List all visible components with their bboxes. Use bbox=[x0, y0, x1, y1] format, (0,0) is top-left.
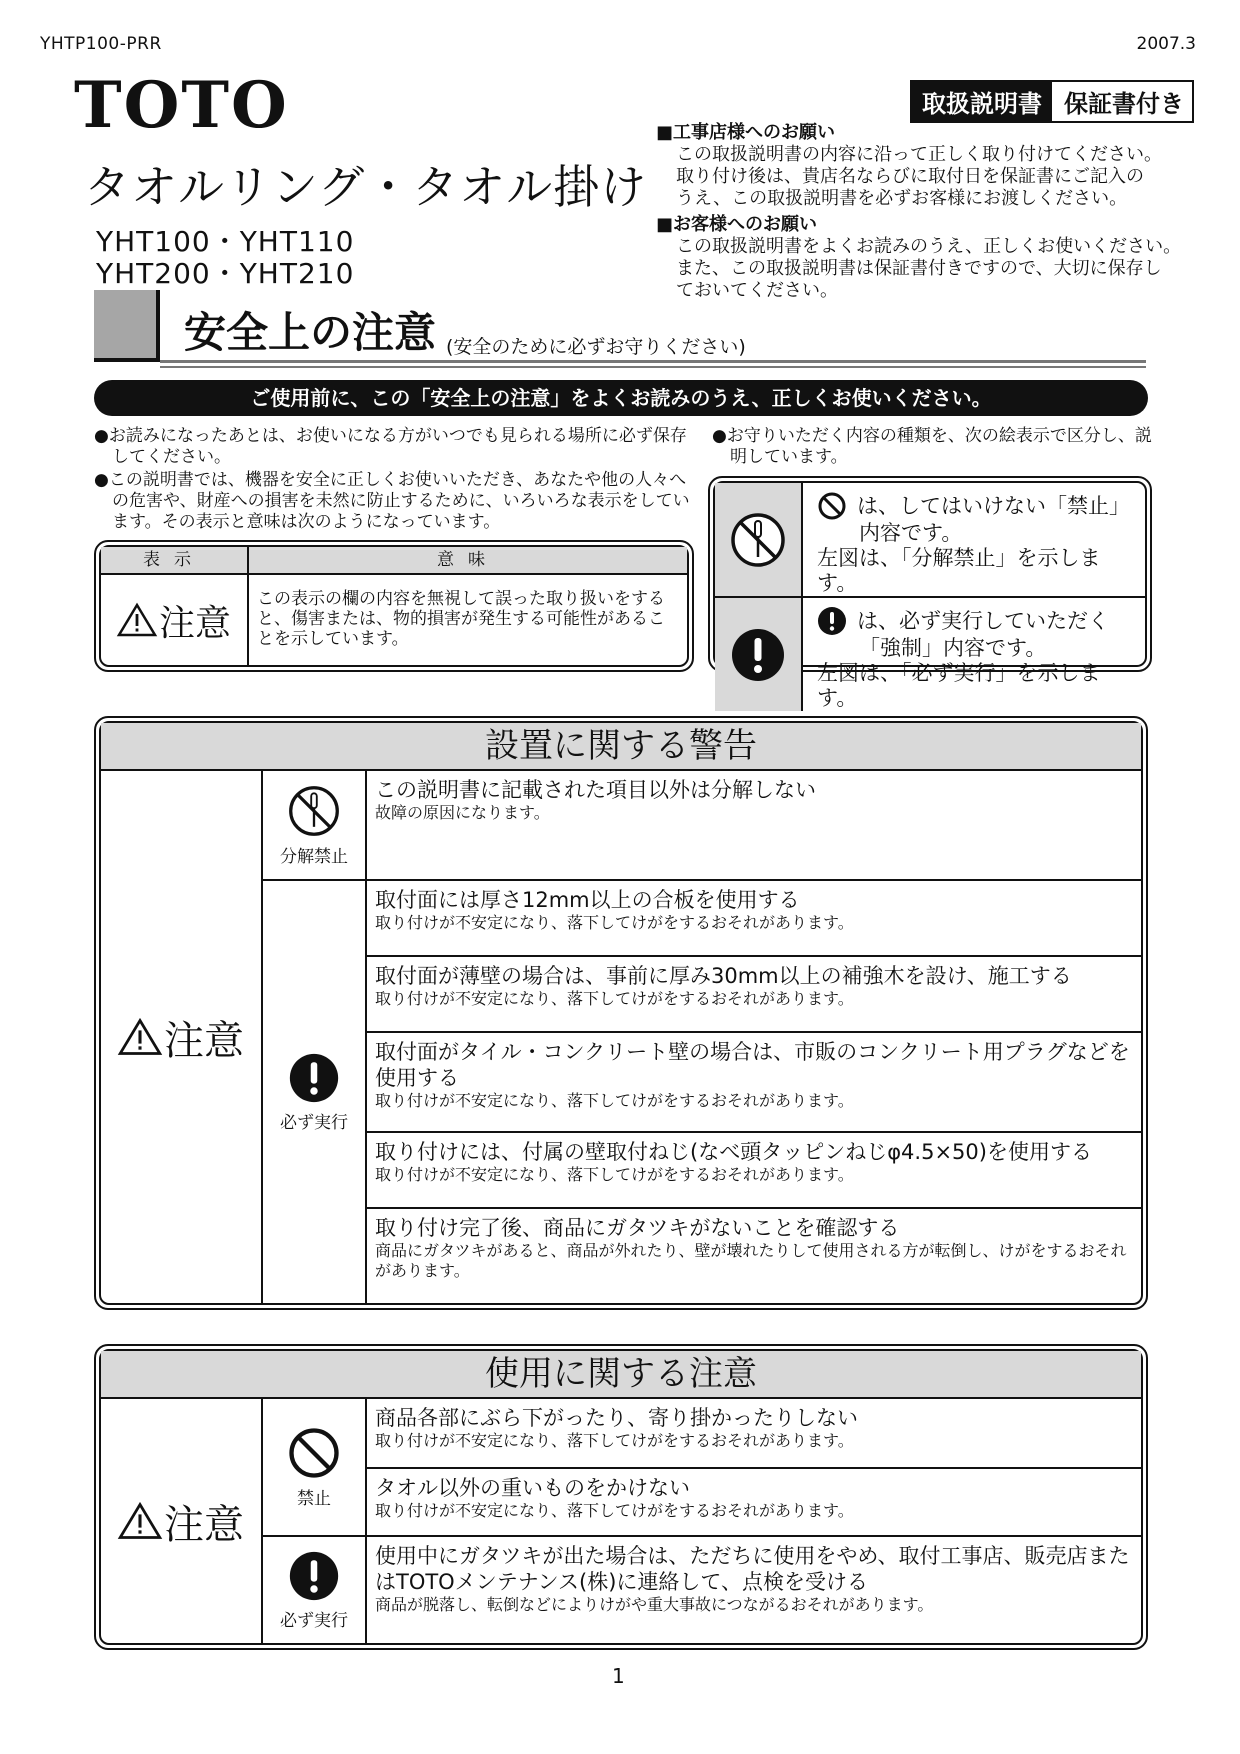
models-line-2: YHT200・YHT210 bbox=[96, 257, 355, 290]
note-body-installer bbox=[656, 144, 1216, 210]
item-heading: 取り付けには、付属の壁取付ねじ(なべ頭タッピンねじφ4.5×50)を使用する bbox=[375, 1140, 1092, 1164]
install-item bbox=[367, 957, 1141, 1033]
prohibit-line-3: 左図は、「分解禁止」を示します。 bbox=[817, 546, 1101, 595]
item-heading: 取付面には厚さ12mm以上の合板を使用する bbox=[375, 888, 800, 912]
item-body: 商品が脱落し、転倒などによりけがや重大事故につながるおそれがあります。 bbox=[375, 1595, 934, 1614]
icon-label-disassembly: 分解禁止 bbox=[280, 846, 348, 867]
warning-triangle-icon bbox=[118, 1017, 162, 1057]
caution-text: 注意 bbox=[164, 1017, 244, 1064]
prohibit-line-1: は、してはいけない「禁止」 bbox=[857, 493, 1130, 518]
symbol-cell-mandatory bbox=[715, 598, 803, 711]
installation-warning-title: 設置に関する警告 bbox=[101, 723, 1141, 771]
bullet-symbol-types: ●お守りいただく内容の種類を、次の絵表示で区分し、説明しています。 bbox=[712, 426, 1152, 467]
icon-label-mandatory: 必ず実行 bbox=[280, 1610, 348, 1631]
note-line: 取り付け後は、貴店名ならびに取付日を保証書にご記入の bbox=[676, 166, 1144, 187]
icon-cell-mandatory bbox=[263, 881, 367, 1303]
warranty-badge: 保証書付き bbox=[1052, 82, 1192, 121]
install-item bbox=[367, 881, 1141, 957]
mandatory-icon bbox=[730, 627, 786, 683]
caution-label-cell bbox=[101, 575, 249, 665]
note-line: また、この取扱説明書は保証書付きですので、大切に保存し bbox=[676, 258, 1162, 279]
no-disassembly-icon bbox=[729, 511, 787, 569]
install-item bbox=[367, 1033, 1141, 1133]
symbol-text-prohibit bbox=[803, 483, 1145, 598]
install-item bbox=[367, 1133, 1141, 1209]
item-body: 故障の原因になります。 bbox=[375, 803, 550, 822]
icon-cell-mandatory bbox=[263, 1537, 367, 1643]
usage-item bbox=[367, 1469, 1141, 1537]
caution-text: 注意 bbox=[158, 602, 231, 644]
installation-warning-box bbox=[94, 716, 1148, 1310]
header-display: 表示 bbox=[101, 547, 249, 575]
item-body: 取り付けが不安定になり、落下してけがをするおそれがあります。 bbox=[375, 989, 854, 1008]
product-title: タオルリング・タオル掛け bbox=[84, 160, 648, 214]
safety-section-title: 安全上の注意 bbox=[184, 308, 437, 357]
install-item bbox=[367, 1209, 1141, 1303]
usage-item bbox=[367, 1537, 1141, 1643]
prohibit-line-2: 内容です。 bbox=[859, 521, 963, 545]
mandatory-icon bbox=[288, 1550, 340, 1602]
usage-caution-box bbox=[94, 1344, 1148, 1650]
prohibit-icon bbox=[817, 491, 847, 521]
note-line: この取扱説明書の内容に沿って正しく取り付けてください。 bbox=[676, 144, 1162, 165]
bullet-keep-manual: ●お読みになったあとは、お使いになる方がいつでも見られる場所に必ず保存してください。 bbox=[94, 426, 687, 467]
install-caution-cell bbox=[101, 771, 263, 1303]
icon-label-mandatory: 必ず実行 bbox=[280, 1112, 348, 1133]
item-body: 取り付けが不安定になり、落下してけがをするおそれがあります。 bbox=[375, 1501, 854, 1520]
item-heading: 取付面が薄壁の場合は、事前に厚み30mm以上の補強木を設け、施工する bbox=[375, 964, 1072, 988]
safety-section-subtitle: (安全のために必ずお守りください) bbox=[446, 336, 746, 358]
model-numbers bbox=[96, 226, 354, 290]
note-line: この取扱説明書をよくお読みのうえ、正しくお使いください。 bbox=[676, 236, 1182, 257]
icon-cell-disassembly bbox=[263, 771, 367, 881]
note-head-customer: ■お客様へのお願い bbox=[656, 214, 818, 235]
item-heading: タオル以外の重いものをかけない bbox=[375, 1476, 690, 1500]
models-line-1: YHT100・YHT110 bbox=[96, 225, 355, 258]
symbol-explanation-table bbox=[708, 476, 1152, 710]
item-body: 取り付けが不安定になり、落下してけがをするおそれがあります。 bbox=[375, 913, 854, 932]
mandatory-icon bbox=[288, 1052, 340, 1104]
item-heading: 取付面がタイル・コンクリート壁の場合は、市販のコンクリート用プラグなどを使用する bbox=[375, 1040, 1130, 1090]
icon-cell-prohibit bbox=[263, 1399, 367, 1537]
item-body: 取り付けが不安定になり、落下してけがをするおそれがあります。 bbox=[375, 1165, 854, 1184]
mandatory-line-2: 「強制」内容です。 bbox=[859, 636, 1047, 660]
item-heading: 取り付け完了後、商品にガタツキがないことを確認する bbox=[375, 1216, 900, 1240]
toto-logo: TOTO bbox=[74, 68, 289, 143]
note-head-installer: ■工事店様へのお願い bbox=[656, 122, 836, 143]
install-item bbox=[367, 771, 1141, 881]
caution-meaning: この表示の欄の内容を無視して誤った取り扱いをすると、傷害または、物的損害が発生する可能性があることを示しています。 bbox=[257, 589, 665, 649]
usage-caution-title: 使用に関する注意 bbox=[101, 1351, 1141, 1399]
document-date: 2007.3 bbox=[1136, 34, 1196, 54]
warning-triangle-icon bbox=[117, 602, 157, 638]
symbol-cell-disassembly bbox=[715, 483, 803, 598]
usage-item bbox=[367, 1399, 1141, 1469]
item-body: 取り付けが不安定になり、落下してけがをするおそれがあります。 bbox=[375, 1431, 854, 1450]
icon-label-prohibit: 禁止 bbox=[297, 1488, 331, 1509]
note-line: ておいてください。 bbox=[676, 280, 838, 301]
item-heading: この説明書に記載された項目以外は分解しない bbox=[375, 778, 816, 802]
usage-caution-cell bbox=[101, 1399, 263, 1643]
safety-bullets-left bbox=[94, 426, 696, 535]
document-badges bbox=[910, 80, 1194, 123]
bullet-display-meaning: ●この説明書では、機器を安全に正しくお使いいただき、あなたや他の人々への危害や、財産への損害を未然に防止するために、いろいろな表示をしています。その表示と意味は次のようになっています。 bbox=[94, 470, 690, 532]
note-body-customer bbox=[656, 236, 1216, 302]
item-heading: 使用中にガタツキが出た場合は、ただちに使用をやめ、取付工事店、販売店またはTOTOメンテナンス(株)に連絡して、点検を受ける bbox=[375, 1544, 1130, 1594]
item-body: 取り付けが不安定になり、落下してけがをするおそれがあります。 bbox=[375, 1091, 854, 1110]
safety-banner: ご使用前に、この「安全上の注意」をよくお読みのうえ、正しくお使いください。 bbox=[94, 380, 1148, 416]
section-marker bbox=[94, 290, 160, 362]
item-body: 商品にガタツキがあると、商品が外れたり、壁が壊れたりして使用される方が転倒し、けがをするおそれがあります。 bbox=[375, 1241, 1127, 1280]
warning-triangle-icon bbox=[118, 1501, 162, 1541]
mandatory-line-3: 左図は、「必ず実行」を示します。 bbox=[817, 661, 1101, 710]
document-code: YHTP100-PRR bbox=[40, 34, 162, 54]
prohibit-icon bbox=[287, 1426, 341, 1480]
caution-text: 注意 bbox=[164, 1501, 244, 1548]
manual-badge: 取扱説明書 bbox=[912, 82, 1052, 121]
no-disassembly-icon bbox=[287, 784, 341, 838]
divider bbox=[160, 360, 1146, 363]
header-meaning: 意味 bbox=[249, 547, 687, 575]
display-definition-table bbox=[94, 540, 694, 672]
request-notes bbox=[656, 122, 1216, 306]
divider bbox=[160, 366, 1146, 368]
mandatory-line-1: は、必ず実行していただく bbox=[857, 608, 1109, 633]
mandatory-small-icon bbox=[817, 606, 847, 636]
note-line: うえ、この取扱説明書を必ずお客様にお渡しください。 bbox=[676, 188, 1128, 209]
item-heading: 商品各部にぶら下がったり、寄り掛かったりしない bbox=[375, 1406, 858, 1430]
page-number: 1 bbox=[612, 1664, 625, 1688]
safety-bullets-right bbox=[712, 426, 1152, 470]
symbol-text-mandatory bbox=[803, 598, 1145, 711]
